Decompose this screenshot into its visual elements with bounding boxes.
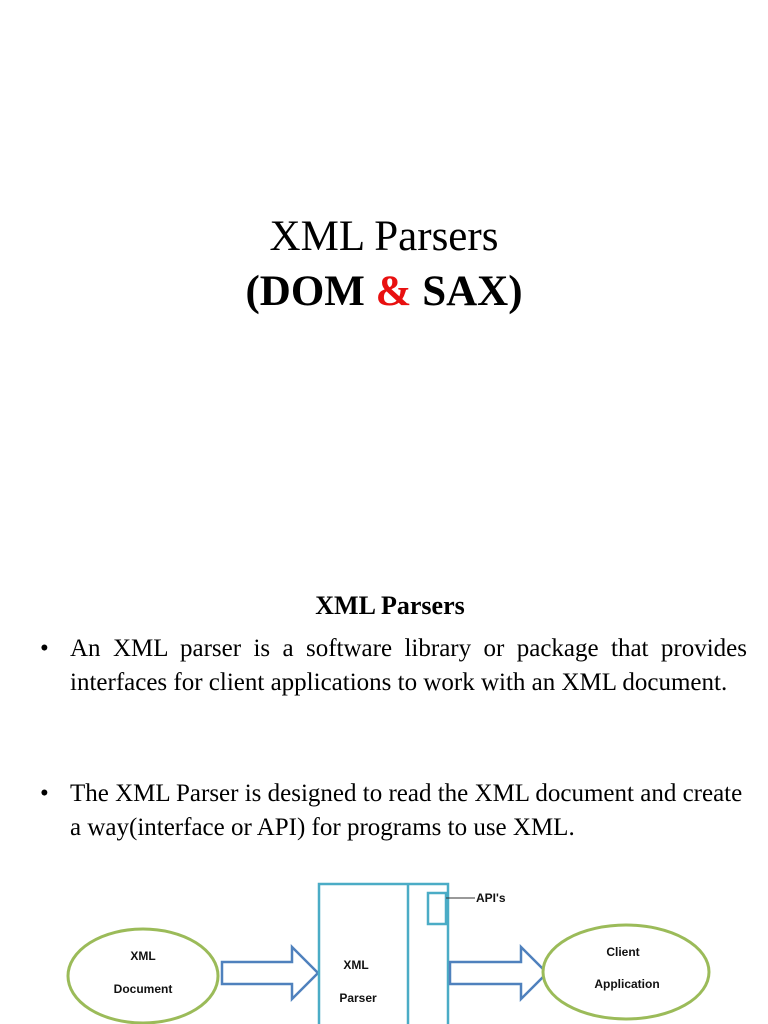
- slide-subtitle: [0, 265, 768, 319]
- bullet-text: The XML Parser is designed to read the XML document and create a way(interface or API) for programs to use XML.: [70, 780, 743, 841]
- xml-document-label-line2: Document: [113, 982, 173, 996]
- bullet-text: An XML parser is a software library or package that provides interfaces for client applications to work with an XML document.: [70, 635, 747, 696]
- xml-parser-label-line1: XML: [343, 958, 369, 972]
- subtitle-ampersand: &: [375, 268, 412, 315]
- client-label-line1: Client: [606, 945, 640, 959]
- bullet-item: [40, 632, 747, 699]
- client-application-ellipse: [543, 925, 709, 1019]
- section-heading: XML Parsers: [315, 591, 465, 620]
- bullet-dot: •: [40, 635, 49, 662]
- bullet-dot: •: [40, 780, 49, 807]
- arrow-to-client: [450, 947, 547, 999]
- client-label-line2: Application: [594, 977, 660, 991]
- subtitle-sax: SAX): [411, 268, 523, 315]
- arrow-to-parser: [222, 947, 318, 999]
- api-label: API's: [476, 891, 506, 905]
- slide-title: XML Parsers: [269, 213, 499, 260]
- subtitle-dom: (DOM: [245, 268, 376, 315]
- api-slot: [428, 893, 446, 924]
- xml-document-label-line1: XML: [130, 949, 156, 963]
- xml-parser-diagram: [0, 870, 768, 1024]
- xml-parser-label-line2: Parser: [339, 991, 377, 1005]
- xml-document-ellipse: [68, 929, 218, 1023]
- bullet-item: [40, 777, 747, 844]
